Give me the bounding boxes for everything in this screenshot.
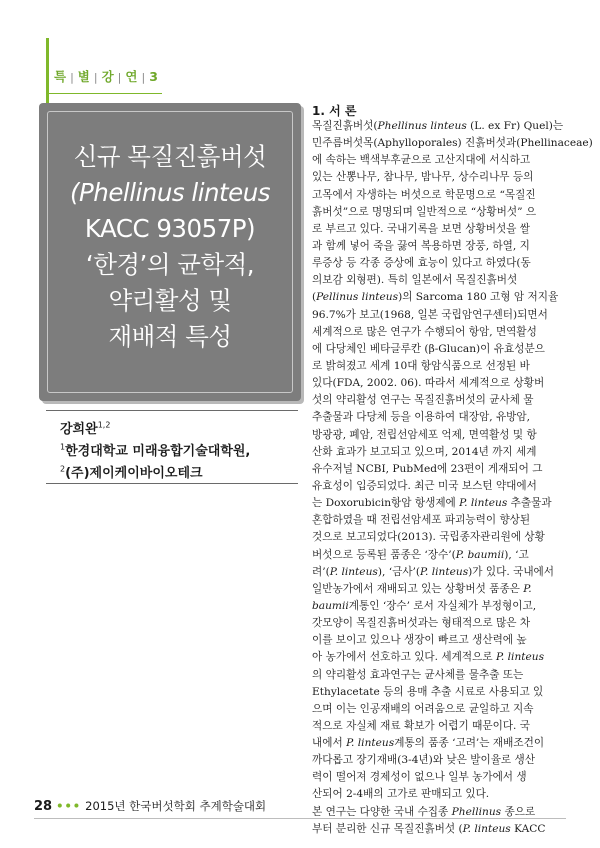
affiliation-1: $^1$한경대학교 미래융합기술대학원, xyxy=(60,442,251,459)
body-line: 고목에서 자생하는 버섯으로 학문명으로 “목질진 xyxy=(312,188,536,201)
footer-dots: ••• xyxy=(56,799,82,813)
body-line: 본 연구는 다양한 국내 수집종 Phellinus 종으로 xyxy=(312,805,536,818)
body-line: 것으로 보고되었다(2013). 국립종자관리원에 상황 xyxy=(312,531,545,544)
footer-conference: 2015년 한국버섯학회 추계학술대회 xyxy=(85,799,267,813)
title-line: 신규 목질진흙버섯 xyxy=(73,142,267,171)
body-line: 까다롭고 장기재배(3-4년)와 낮은 발이율로 생산 xyxy=(312,754,535,767)
body-line: 에 다당체인 베타글루칸 (β-Glucan)이 유효성분으 xyxy=(312,342,545,355)
body-line: 과 함께 넣어 죽을 끓여 복용하면 장풍, 하열, 지 xyxy=(312,239,530,252)
author-rule-bottom xyxy=(46,483,298,484)
title-line: KACC 93057P) xyxy=(84,214,256,243)
body-line: 유수저널 NCBI, PubMed에 23편이 게재되어 그 xyxy=(312,462,543,475)
body-line: 으며 이는 인공재배의 어려움으로 균일하고 지속 xyxy=(312,702,534,715)
body-line: 96.7%가 보고(1968, 일본 국립암연구센터)되면서 xyxy=(312,308,548,321)
body-line: 는 Doxorubicin항암 항생제에 P. linteus 추출물과 xyxy=(312,497,552,510)
paper-title xyxy=(39,139,301,355)
body-line: 력이 떨어져 경제성이 없으나 일부 농가에서 생 xyxy=(312,771,527,784)
body-line: 아 농가에서 선호하고 있다. 세계적으로 P. linteus xyxy=(312,651,545,664)
body-line: 섯의 약리활성 연구는 목질진흙버섯의 균사체 물 xyxy=(312,394,534,407)
header-underline xyxy=(46,93,162,94)
affiliation-2: $^2$(주)제이케이바이오테크 xyxy=(60,464,203,481)
body-line: 혼합하였을 때 전립선암세포 파괴능력이 향상된 xyxy=(312,514,531,527)
body-line: 방광광, 폐암, 전립선암세포 억제, 면역활성 및 항 xyxy=(312,428,537,441)
footer-rule xyxy=(34,818,566,819)
body-line: (Pellinus linteus)의 Sarcoma 180 고형 암 저지율 xyxy=(312,291,559,304)
body-line: 내에서 P. linteus계통의 품종 ‘고려’는 재배조건이 xyxy=(312,737,545,750)
body-line: 적으로 자실체 재료 확보가 어렵기 때문이다. 국 xyxy=(312,719,531,732)
header-accent-bar xyxy=(46,38,49,104)
body-line: 의보감 외형편). 특히 일본에서 목질진흙버섯 xyxy=(312,274,518,287)
author-name: 강희완$^{1,2}$ xyxy=(60,420,111,437)
section-number: 3 xyxy=(149,69,159,84)
title-line: 재배적 특성 xyxy=(108,322,232,351)
body-line: 있다(FDA, 2002. 06). 따라서 세계적으로 상황버 xyxy=(312,377,545,390)
body-line: 려’(P. linteus), ‘금사’(P. linteus)가 있다. 국내에서 xyxy=(312,565,555,578)
body-line: 일반농가에서 재배되고 있는 상황버섯 품종은 P. xyxy=(312,582,532,595)
body-line: 에 속하는 백색부후균으로 고산지대에 서식하고 xyxy=(312,154,531,167)
body-line: 산되어 2-4배의 고가로 판매되고 있다. xyxy=(312,788,490,801)
body-line: 흙버섯”으로 명명되며 일반적으로 “상황버섯” 으 xyxy=(312,205,537,218)
section-label-char: 연 xyxy=(125,69,139,84)
page-footer xyxy=(34,798,266,814)
body-line: 의 약리활성 효과연구는 균사체를 물추출 또는 xyxy=(312,668,524,681)
body-line: 세계적으로 많은 연구가 수행되어 항암, 면역활성 xyxy=(312,325,537,338)
body-line: baumii계통인 ‘장수’ 로서 자실체가 부정형이고, xyxy=(312,599,537,612)
title-line: ‘한경’의 균학적, xyxy=(85,250,255,279)
body-line: 유효성이 입증되었다. 최근 미국 보스턴 약대에서 xyxy=(312,479,537,492)
page-number: 28 xyxy=(34,799,53,814)
body-text xyxy=(312,118,593,838)
body-line: 로 부르고 있다. 국내기록을 보면 상황버섯을 쌀 xyxy=(312,222,531,235)
section-label-char: 강 xyxy=(101,69,115,84)
section-label-char: 별 xyxy=(77,69,91,84)
body-line: 버섯으로 등록된 품종은 ‘장수’(P. baumii), ‘고 xyxy=(312,548,529,561)
body-line: 추출물과 다당체 등을 이용하여 대장암, 유방암, xyxy=(312,411,531,424)
body-line: 이를 보이고 있으나 생장이 빠르고 생산력에 높 xyxy=(312,634,527,647)
body-line: 산화 효과가 보고되고 있으며, 2014년 까지 세계 xyxy=(312,445,537,458)
title-box xyxy=(39,103,301,401)
section-label: 특 | 별 | 강 | 연 | 3 xyxy=(54,69,159,84)
body-line: Ethylacetate 등의 용매 추출 시료로 사용되고 있 xyxy=(312,685,544,698)
body-line: 갓모양이 목질진흙버섯과는 형태적으로 많은 차 xyxy=(312,617,531,630)
section-label-char: 특 xyxy=(54,69,68,84)
title-line: 약리활성 및 xyxy=(108,286,232,315)
section-heading: 1. 서 론 xyxy=(312,104,357,118)
author-rule-top xyxy=(46,410,298,411)
body-line: 있는 산뽕나무, 참나무, 밤나무, 상수리나무 등의 xyxy=(312,171,534,184)
body-line: 목질진흙버섯(Phellinus linteus (L. ex Fr) Quel)는 xyxy=(312,120,564,132)
body-line: 부터 분리한 신규 목질진흙버섯 (P. linteus KACC xyxy=(312,822,546,835)
body-line: 로 밝혀졌고 세계 10대 항암식품으로 선정된 바 xyxy=(312,359,530,372)
body-line: 루증상 등 각종 증상에 효능이 있다고 하였다(동 xyxy=(312,257,531,270)
body-line: 민주름버섯목(Aphylloporales) 진흙버섯과(Phellinaceae) xyxy=(312,137,593,150)
title-line: (Phellinus linteus xyxy=(69,178,271,207)
